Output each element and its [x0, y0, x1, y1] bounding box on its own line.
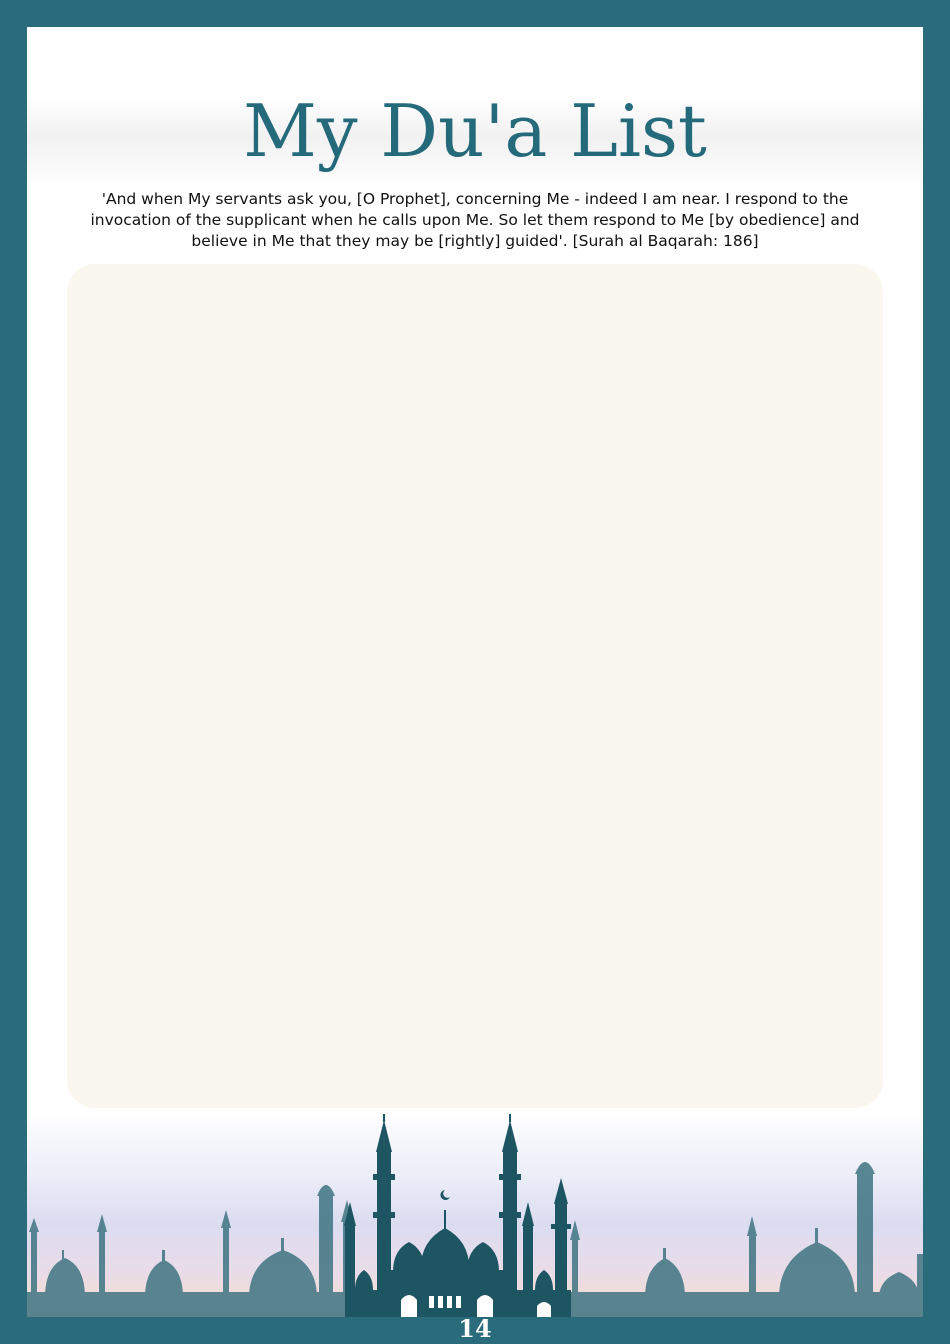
mosque-skyline-icon [27, 1112, 923, 1317]
page-number: 14 [458, 1314, 492, 1343]
quran-quote: 'And when My servants ask you, [O Prophet], concerning Me - indeed I am near. I respond to the invocation of the supplicant when he calls upon Me. So let them respond to Me [by obedience] and believe in Me that they may be [rightly] guided'. [Surah al Baqarah: 186] [90, 190, 860, 250]
page-title: My Du'a List [243, 89, 707, 173]
dua-writing-area[interactable] [67, 264, 883, 1108]
journal-page [27, 27, 923, 1317]
